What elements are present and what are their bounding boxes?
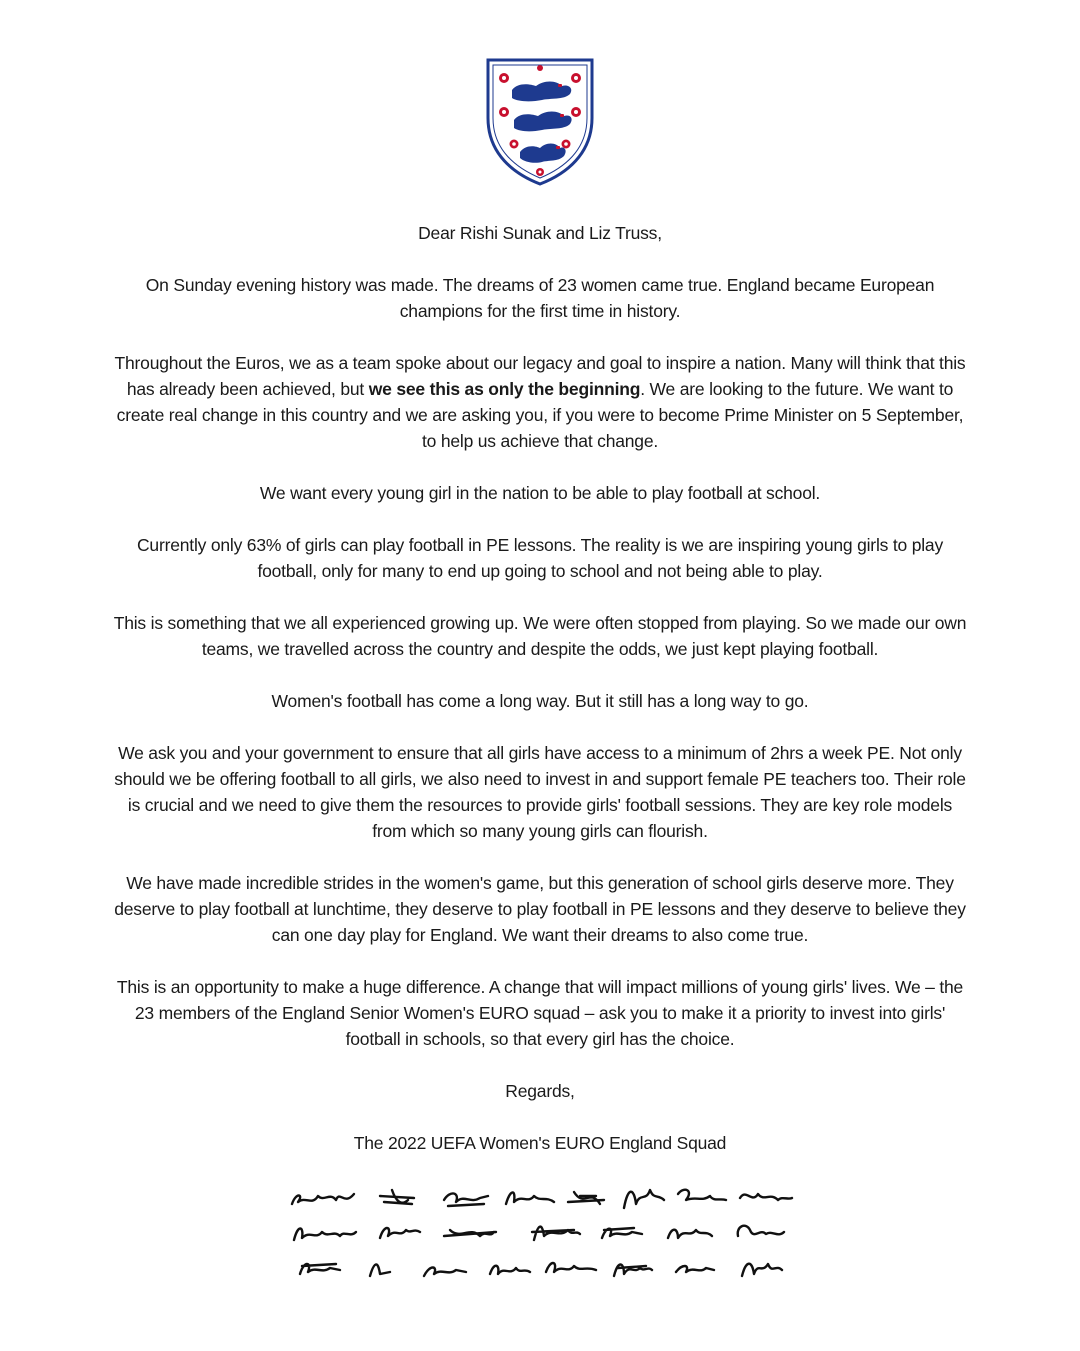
paragraph-legacy-emphasis: we see this as only the beginning — [368, 379, 641, 399]
squad-signatures — [284, 1182, 796, 1292]
signature — [742, 1264, 782, 1276]
signature — [614, 1265, 652, 1277]
paragraph-statistic: Currently only 63% of girls can play football in PE lessons. The reality is we are inspiring young girls to play football, only for many to end up going to school and not being able to play. — [136, 535, 943, 581]
signature — [668, 1230, 712, 1238]
signature — [676, 1266, 714, 1272]
signature — [506, 1192, 554, 1204]
paragraph-history: On Sunday evening history was made. The dreams of 23 women came true. England became European champions for the first time in history. — [145, 275, 935, 321]
signature — [532, 1227, 580, 1240]
signature — [300, 1264, 340, 1274]
signature — [602, 1228, 642, 1238]
signature — [292, 1194, 354, 1204]
paragraph-request: We ask you and your government to ensure that all girls have access to a minimum of 2hrs a week PE. Not only should we be offering football to all girls, we also need to invest in and support female PE teachers too. Their role is crucial and we need to give them the resources to provide girls' football sessions. They are key role models from which so many young girls can flourish. — [114, 743, 966, 841]
paragraph-goal: We want every young girl in the nation to be able to play football at school. — [259, 483, 821, 503]
salutation: Dear Rishi Sunak and Liz Truss, — [418, 223, 662, 243]
closing: Regards, — [505, 1081, 575, 1101]
signature — [738, 1226, 784, 1236]
signature — [490, 1266, 530, 1274]
signature — [678, 1190, 726, 1200]
signature — [294, 1229, 356, 1241]
paragraph-legacy — [112, 350, 968, 454]
signature — [740, 1194, 792, 1200]
signature — [380, 1228, 420, 1238]
signature — [424, 1268, 466, 1277]
paragraph-experience: This is something that we all experienced growing up. We were often stopped from playing. So we made our own teams, we travelled across the country and despite the odds, we just kept playing football. — [113, 613, 967, 659]
signature — [624, 1190, 664, 1208]
paragraph-long-way: Women's football has come a long way. But it still has a long way to go. — [271, 691, 809, 711]
signature — [444, 1230, 496, 1236]
letter-body — [112, 220, 968, 1182]
signature — [568, 1192, 604, 1204]
signoff: The 2022 UEFA Women's EURO England Squad — [353, 1133, 727, 1153]
england-crest-logo — [484, 56, 596, 188]
paragraph-strides: We have made incredible strides in the women's game, but this generation of school girls deserve more. They deserve to play football at lunchtime, they deserve to play football in PE lessons and they deserve to believe they can one day play for England. We want their dreams to also come true. — [114, 873, 966, 945]
paragraph-legacy-text-start: Throughout the Euros, we as a team spoke about our legacy and goal to inspire a nation. Many will think that this has already been achieved, but — [114, 353, 966, 399]
paragraph-opportunity: This is an opportunity to make a huge difference. A change that will impact millions of young girls' lives. We – the 23 members of the England Senior Women's EURO squad – ask you to make it a priority to invest into girls' football in schools, so that every girl has the choice. — [116, 977, 964, 1049]
paragraph-legacy-text-end: . We are looking to the future. We want to create real change in this country and we are asking you, if you were to become Prime Minister on 5 September, to help us achieve that change. — [116, 379, 964, 451]
signature — [546, 1263, 596, 1272]
signature — [444, 1193, 488, 1206]
signature — [380, 1190, 414, 1204]
signature — [370, 1264, 390, 1276]
